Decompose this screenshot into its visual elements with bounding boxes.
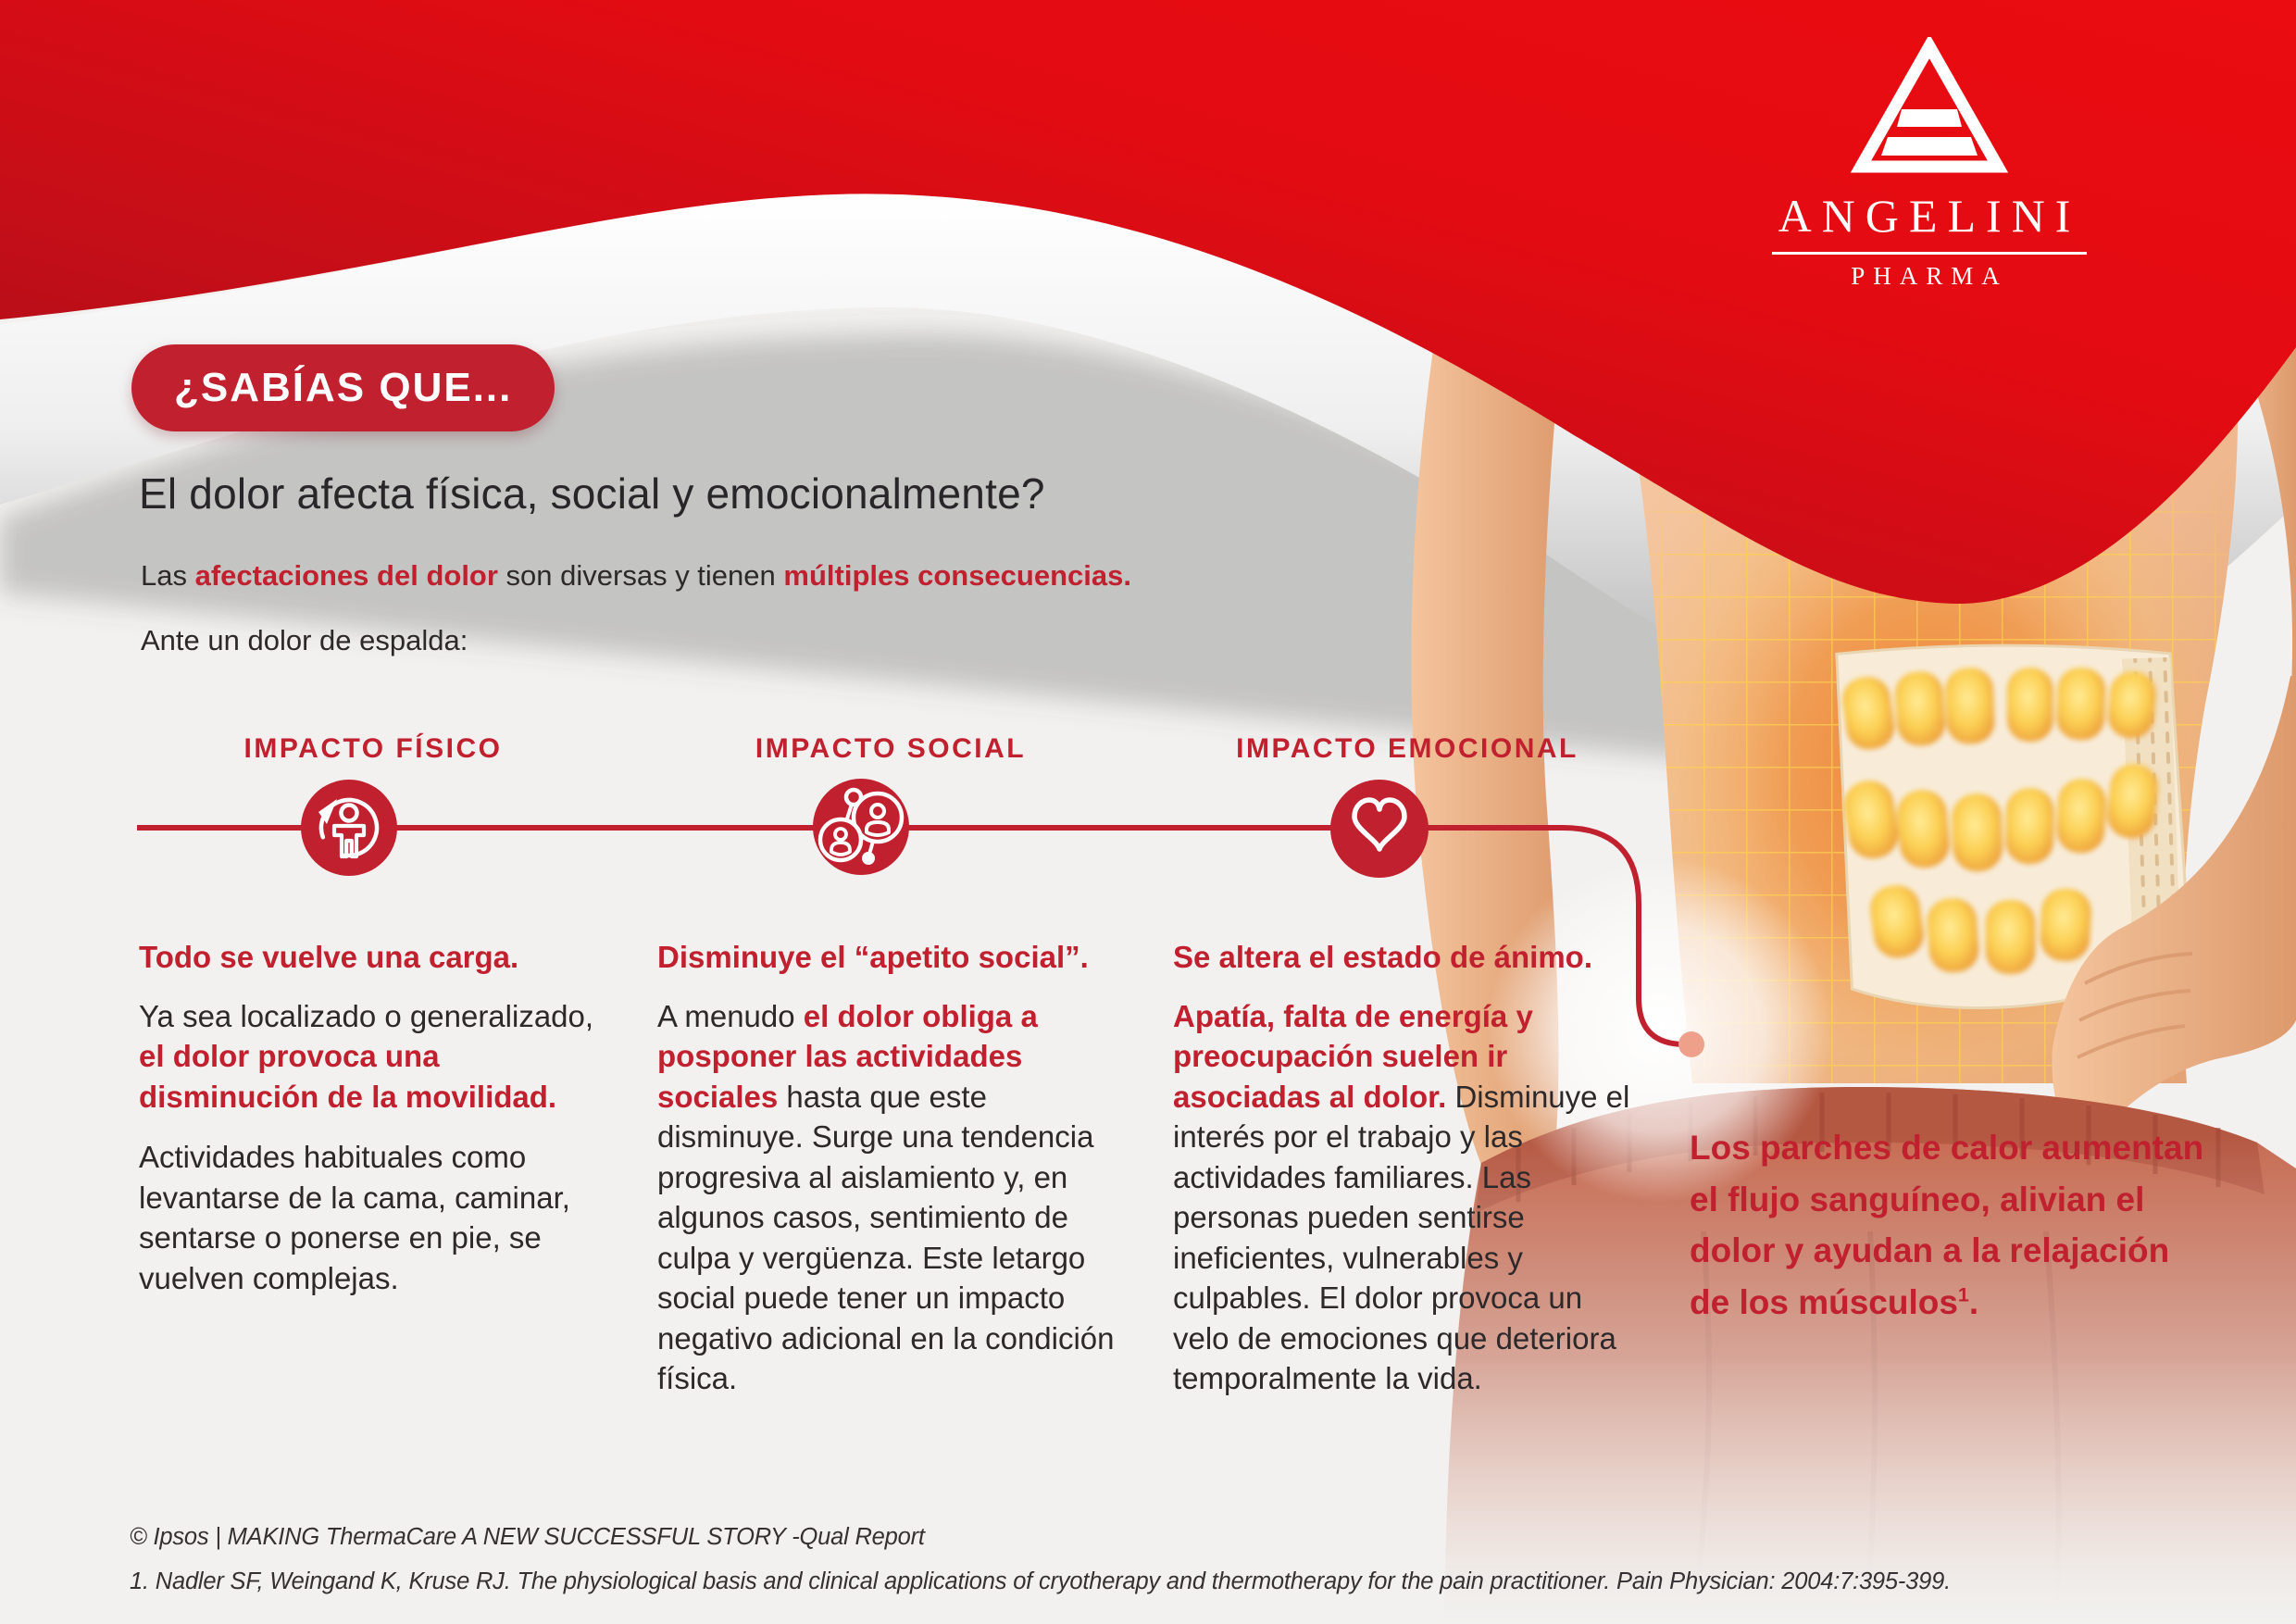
did-you-know-badge: ¿SABÍAS QUE... (131, 344, 555, 431)
footer-source: © Ipsos | MAKING ThermaCare A NEW SUCCESSFUL STORY -Qual Report (130, 1524, 925, 1550)
intro-context: Ante un dolor de espalda: (141, 624, 468, 656)
column-paragraph: Actividades habituales como levantarse de la cama, caminar, sentarse o ponerse en pie, se vuelven complejas. (139, 1140, 570, 1295)
column-impacto-emocional (1173, 937, 1636, 1419)
column-lead: Se altera el estado de ánimo. (1173, 940, 1593, 974)
column-paragraph: A menudo el dolor obliga a posponer las actividades sociales hasta que este disminuye. Surge una tendencia progresiva al aislamiento y, en algunos casos, sentimiento de culpa y vergüenza. Este letargo social puede tener un impacto negativo adicional en la condición física. (657, 998, 1115, 1396)
heading-impacto-emocional: IMPACTO EMOCIONAL (1236, 733, 1578, 764)
column-paragraph: Apatía, falta de energía y preocupación suelen ir asociadas al dolor. Disminuye el interés por el trabajo y las actividades familiares. Las personas pueden sentirse ineficientes, vulnerables y culpables. El dolor provoca un velo de emociones que deteriora temporalmente la vida. (1173, 998, 1630, 1396)
brand-name: ANGELINI (1778, 190, 2081, 242)
brand-division: PHARMA (1851, 262, 2008, 290)
column-impacto-fisico (139, 937, 606, 1318)
angelini-triangle-a-icon (1766, 37, 2092, 176)
angelini-logo (1766, 37, 2092, 291)
column-lead: Disminuye el “apetito social”. (657, 940, 1089, 974)
heat-patch-note: Los parches de calor aumentan el flujo sanguíneo, alivian el dolor y ayudan a la relajación de los músculos$^1$. (1690, 1129, 2204, 1321)
column-lead: Todo se vuelve una carga. (139, 940, 519, 974)
logo-rule (1772, 252, 2087, 255)
heading-impacto-social: IMPACTO SOCIAL (755, 733, 1027, 764)
page-title: El dolor afecta física, social y emocionalmente? (139, 469, 1045, 518)
heading-impacto-fisico: IMPACTO FÍSICO (243, 733, 503, 764)
column-paragraph: Ya sea localizado o generalizado, el dolor provoca una disminución de la movilidad. (139, 998, 594, 1114)
column-impacto-social (657, 937, 1131, 1419)
footer-reference: 1. Nadler SF, Weingand K, Kruse RJ. The physiological basis and clinical applications of cryotherapy and thermotherapy for the pain practitioner. Pain Physician: 2004:7:395-399. (130, 1568, 1952, 1594)
intro-sentence: Las afectaciones del dolor son diversas y tienen múltiples consecuencias. (141, 559, 1131, 592)
